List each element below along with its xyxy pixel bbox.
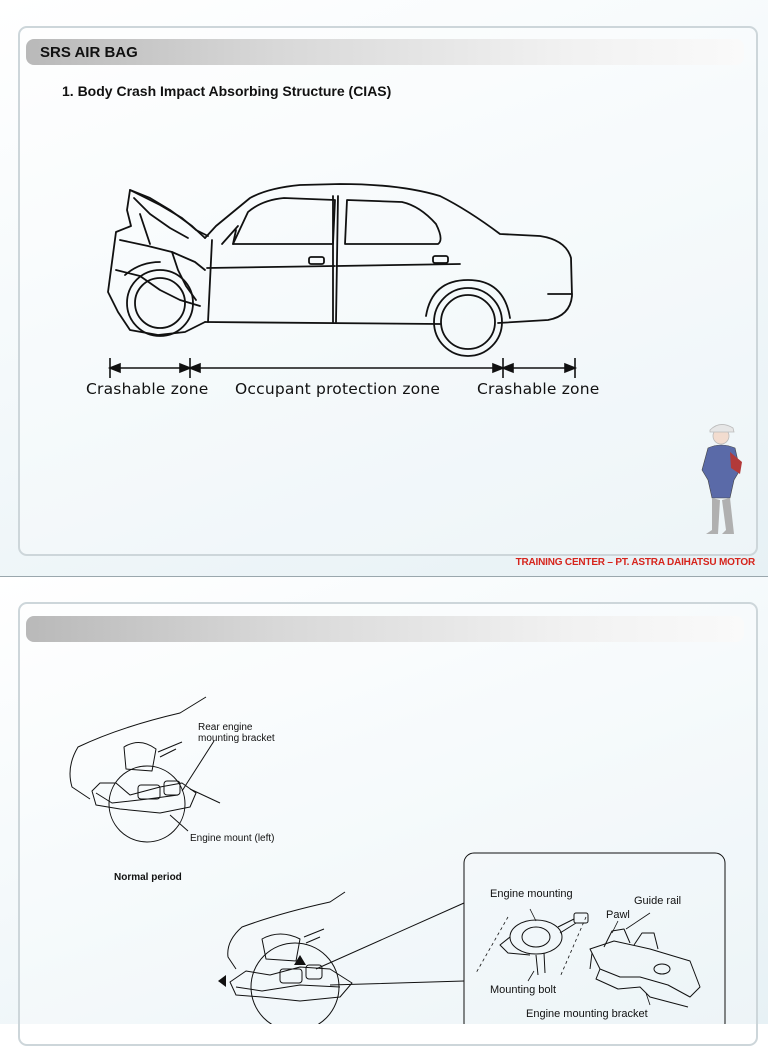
engine-mount-left-label: Engine mount (left) xyxy=(190,833,275,844)
mounting-bolt-label: Mounting bolt xyxy=(490,984,557,996)
rear-crashable-zone-label: Crashable zone xyxy=(477,380,600,398)
engine-mounting-bracket-label: Engine mounting bracket xyxy=(526,1008,648,1020)
engine-mount-illustration xyxy=(0,577,768,1024)
engine-mounting-label: Engine mounting xyxy=(490,888,573,900)
section-heading: 1. Body Crash Impact Absorbing Structure (CIAS) xyxy=(62,83,392,99)
footer-text: TRAINING CENTER – PT. ASTRA DAIHATSU MOTOR xyxy=(515,557,755,568)
slide-title: SRS AIR BAG xyxy=(40,44,138,61)
rear-engine-bracket-label: Rear engine mounting bracket xyxy=(198,722,275,744)
slide-2 xyxy=(0,577,768,1024)
occupant-protection-zone-label: Occupant protection zone xyxy=(235,380,441,398)
guide-rail-label: Guide rail xyxy=(634,895,682,907)
front-crashable-zone-label: Crashable zone xyxy=(86,380,209,398)
pawl-label: Pawl xyxy=(606,909,630,921)
mascot-icon xyxy=(702,424,742,534)
normal-period-label: Normal period xyxy=(114,872,182,883)
